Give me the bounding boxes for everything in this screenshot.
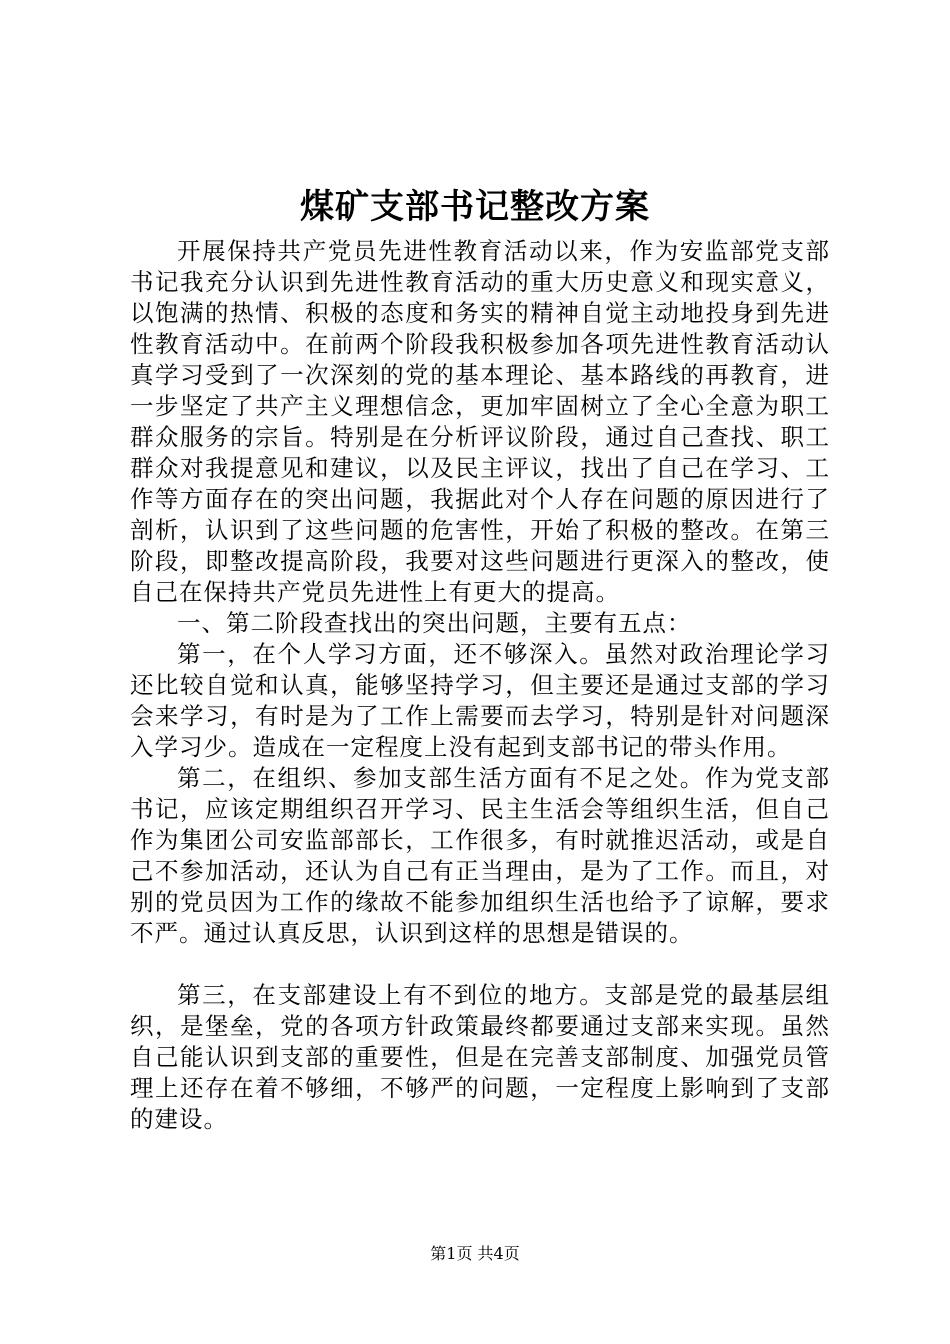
document-body (130, 236, 830, 1135)
page-number-footer: 第1页 共4页 (430, 1244, 520, 1263)
document-title: 煤矿支部书记整改方案 (300, 187, 650, 227)
paragraph-intro: 开展保持共产党员先进性教育活动以来，作为安监部党支部书记我充分认识到先进性教育活动的重大历史意义和现实意义，以饱满的热情、积极的态度和务实的精神自觉主动地投身到先进性教育活动中。在前两个阶段我积极参加各项先进性教育活动认真学习受到了一次深刻的党的基本理论、基本路线的再教育，进一步坚定了共产主义理想信念，更加牢固树立了全心全意为职工群众服务的宗旨。特别是在分析评议阶段，通过自己查找、职工群众对我提意见和建议，以及民主评议，找出了自己在学习、工作等方面存在的突出问题，我据此对个人存在问题的原因进行了剖析，认识到了这些问题的危害性，开始了积极的整改。在第三阶段，即整改提高阶段，我要对这些问题进行更深入的整改，使自己在保持共产党员先进性上有更大的提高。 (130, 237, 830, 606)
paragraph-point-two: 第二，在组织、参加支部生活方面有不足之处。作为党支部书记，应该定期组织召开学习、民主生活会等组织生活，但自己作为集团公司安监部部长，工作很多，有时就推迟活动，或是自己不参加活动，还认为自己有正当理由，是为了工作。而且，对别的党员因为工作的缘故不能参加组织生活也给予了谅解，要求不严。通过认真反思，认识到这样的思想是错误的。 (130, 764, 830, 947)
paragraph-point-one: 第一，在个人学习方面，还不够深入。虽然对政治理论学习还比较自觉和认真，能够坚持学习，但主要还是通过支部的学习会来学习，有时是为了工作上需要而去学习，特别是针对问题深入学习少。造成在一定程度上没有起到支部书记的带头作用。 (130, 640, 830, 761)
paragraph-point-three: 第三，在支部建设上有不到位的地方。支部是党的最基层组织，是堡垒，党的各项方针政策最终都要通过支部来实现。虽然自己能认识到支部的重要性，但是在完善支部制度、加强党员管理上还存在着不够细，不够严的问题，一定程度上影响到了支部的建设。 (130, 981, 830, 1133)
paragraph-section-heading: 一、第二阶段查找出的突出问题，主要有五点： (177, 609, 692, 637)
